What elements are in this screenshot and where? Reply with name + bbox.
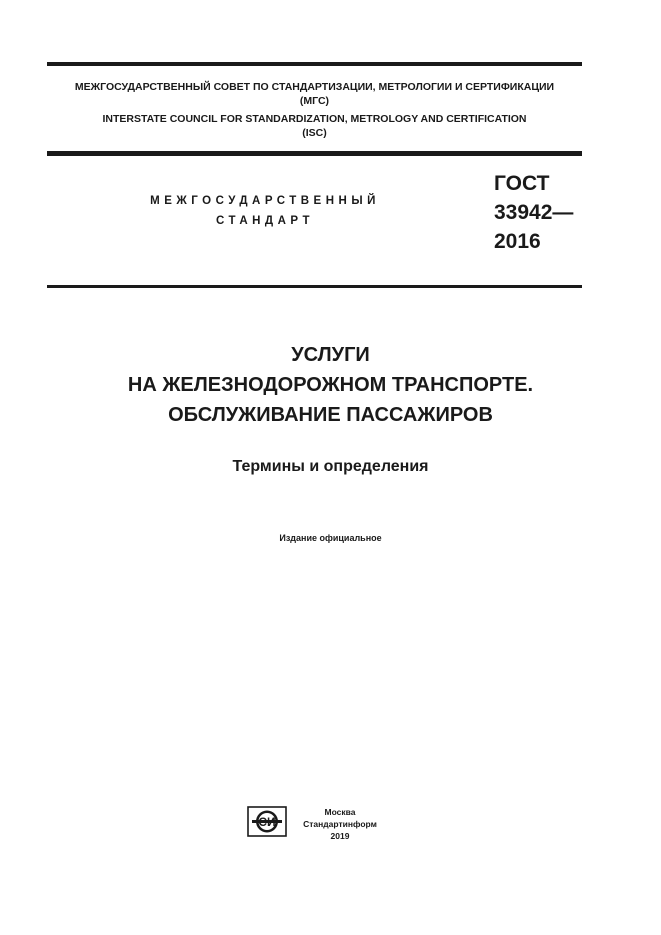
- document-subtitle: Термины и определения: [232, 458, 429, 475]
- publisher-info: [300, 806, 380, 842]
- council-en-line2: (ISC): [302, 127, 327, 139]
- publisher-name: Стандартинформ: [303, 819, 377, 829]
- title-line3: ОБСЛУЖИВАНИЕ ПАССАЖИРОВ: [168, 404, 493, 426]
- council-ru-line1: МЕЖГОСУДАРСТВЕННЫЙ СОВЕТ ПО СТАНДАРТИЗАЦИИ, МЕТРОЛОГИИ И СЕРТИФИКАЦИИ: [74, 81, 555, 93]
- designation-number: 33942—: [494, 201, 574, 224]
- middle-rule: [47, 151, 582, 156]
- edition-note: Издание официальное: [279, 533, 382, 543]
- document-title: [40, 340, 621, 430]
- svg-text:СИ: СИ: [258, 815, 276, 829]
- standard-type-line2: СТАНДАРТ: [216, 215, 314, 227]
- council-name-en: [47, 112, 582, 140]
- council-ru-line2: (МГС): [299, 95, 330, 107]
- standartinform-logo-icon: [247, 806, 287, 837]
- designation-year: 2016: [494, 230, 541, 253]
- council-en-line1: INTERSTATE COUNCIL FOR STANDARDIZATION, METROLOGY AND CERTIFICATION: [102, 113, 527, 125]
- publication-year: 2019: [330, 831, 350, 841]
- title-line2: НА ЖЕЛЕЗНОДОРОЖНОМ ТРАНСПОРТЕ.: [127, 374, 534, 396]
- standard-designation: [494, 169, 573, 256]
- top-rule: [47, 62, 582, 66]
- council-name-ru: [47, 80, 582, 108]
- bottom-rule: [47, 285, 582, 288]
- title-line1: УСЛУГИ: [291, 344, 370, 366]
- publisher-city: Москва: [324, 807, 356, 817]
- designation-prefix: ГОСТ: [494, 172, 550, 195]
- standard-type-line1: МЕЖГОСУДАРСТВЕННЫЙ: [150, 195, 380, 207]
